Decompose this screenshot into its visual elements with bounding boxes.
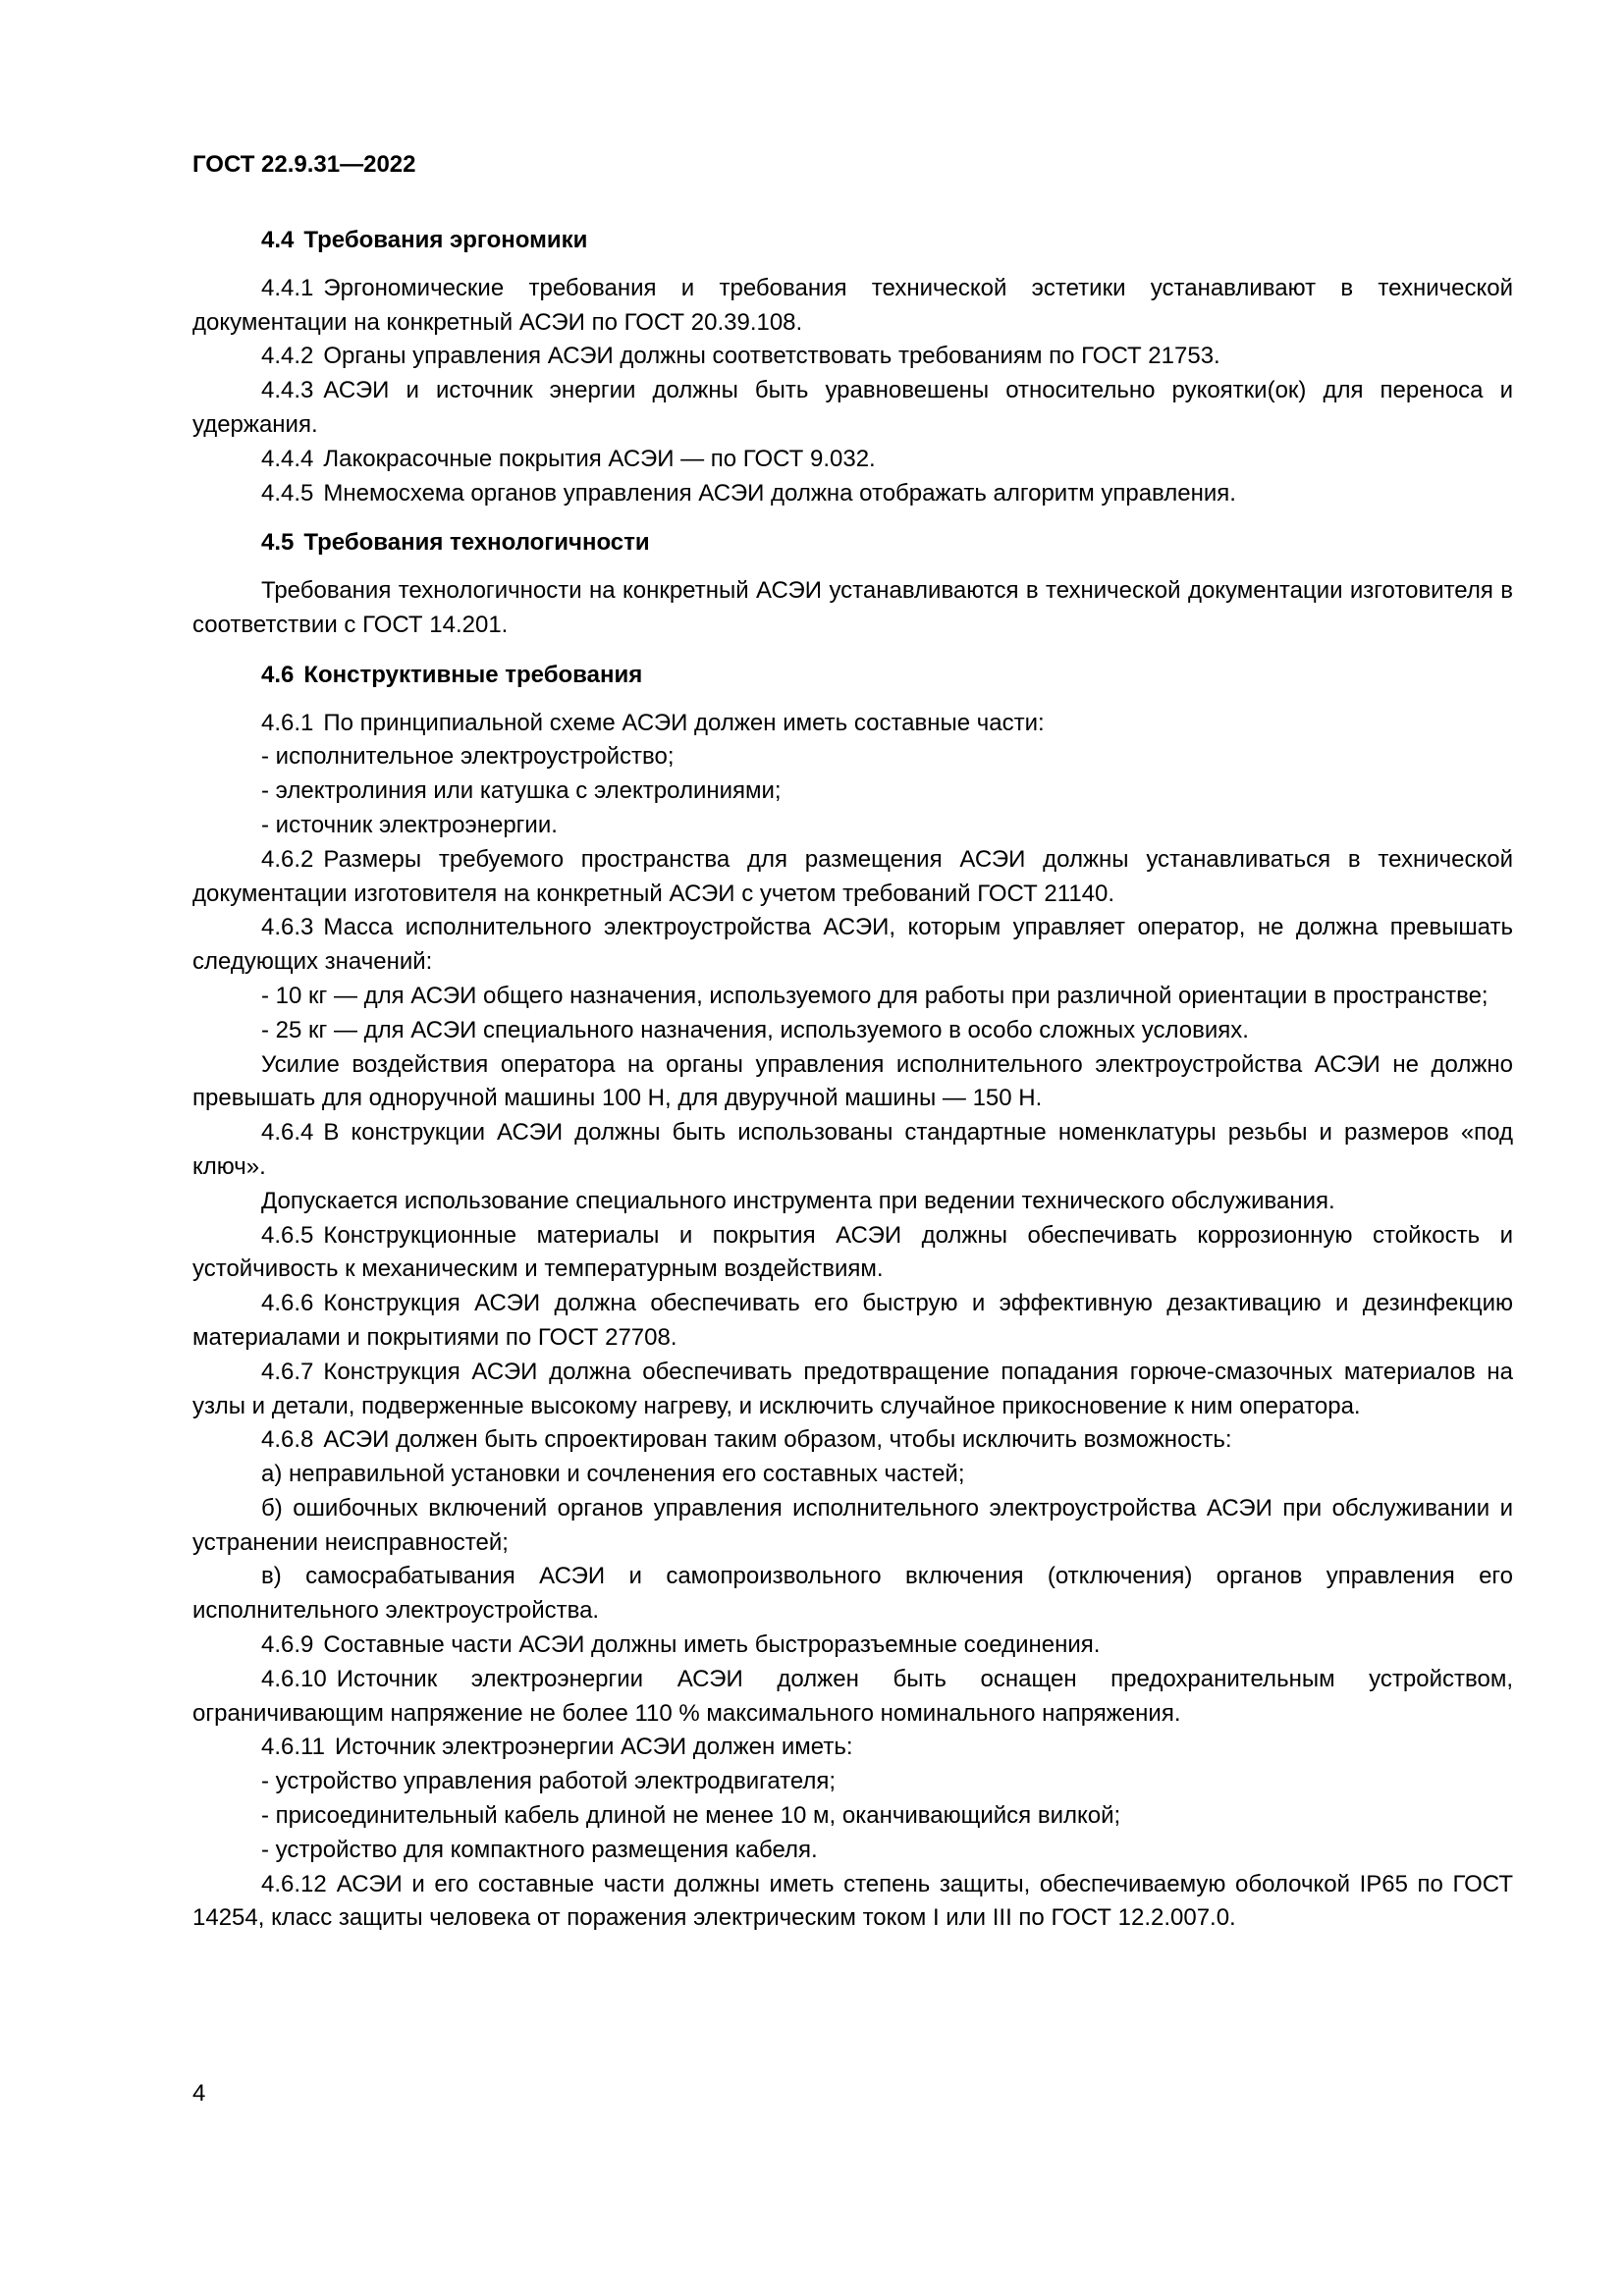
- list-item: - 25 кг — для АСЭИ специального назначения, используемого в особо сложных условиях.: [261, 1016, 1249, 1043]
- clause-4-4-1: [192, 272, 1513, 341]
- page-content: [192, 224, 1513, 1936]
- clause-number: 4.4.1: [261, 274, 314, 301]
- clause-number: 4.6.10: [261, 1665, 327, 1692]
- clause-number: 4.4.5: [261, 479, 314, 507]
- clause-4-6-6: [192, 1287, 1513, 1356]
- section-title: Требования эргономики: [303, 227, 588, 253]
- clause-text: Источник электроэнергии АСЭИ должен быть оснащен предохранительным устройством, ограничивающим напряжение не более 110 % максимального номинального напряжения.: [192, 1665, 1513, 1727]
- clause-4-6-9: [192, 1629, 1513, 1663]
- clause-number: 4.4.2: [261, 343, 314, 370]
- clause-number: 4.6.11: [261, 1734, 325, 1761]
- clause-text: Масса исполнительного электроустройства АСЭИ, которым управляет оператор, не должна превышать следующих значений:: [192, 914, 1513, 976]
- list-item: а) неправильной установки и сочленения его составных частей;: [261, 1461, 965, 1488]
- section-heading-4-6: [192, 659, 1513, 693]
- section-title: Требования технологичности: [303, 529, 650, 557]
- section-number: 4.6: [261, 661, 295, 688]
- clause-number: 4.6.3: [261, 914, 314, 941]
- list-item: - устройство управления работой электродвигателя;: [261, 1768, 837, 1795]
- clause-4-6-3: [192, 911, 1513, 980]
- list-item: - электролиния или катушка с электролиниями;: [261, 777, 782, 805]
- clause-4-6-7: [192, 1356, 1513, 1424]
- section-number: 4.5: [261, 529, 295, 557]
- clause-4-6-12: [192, 1868, 1513, 1937]
- clause-number: 4.6.4: [261, 1119, 314, 1147]
- clause-text: Источник электроэнергии АСЭИ должен иметь:: [334, 1734, 853, 1761]
- section-number: 4.4: [261, 227, 295, 253]
- clause-text: Мнемосхема органов управления АСЭИ должна отображать алгоритм управления.: [323, 479, 1236, 507]
- clause-text: Конструкция АСЭИ должна обеспечивать его быструю и эффективную дезактивацию и дезинфекцию материалами и покрытиями по ГОСТ 27708.: [192, 1290, 1513, 1351]
- section-4-5-text: Требования технологичности на конкретный АСЭИ устанавливаются в технической документации изготовителя в соответствии с ГОСТ 14.201.: [192, 577, 1513, 638]
- list-item: б) ошибочных включений органов управления исполнительного электроустройства АСЭИ при обслуживании и устранении неисправностей;: [192, 1494, 1513, 1556]
- clause-4-6-5: [192, 1219, 1513, 1288]
- clause-4-6-4-extra: Допускается использование специального инструмента при ведении технического обслуживания.: [261, 1187, 1335, 1214]
- clause-text: АСЭИ и его составные части должны иметь степень защиты, обеспечиваемую оболочкой IP65 по ГОСТ 14254, класс защиты человека от поражения электрическим током I или III по ГОСТ 12.2.007.0.: [192, 1870, 1513, 1932]
- clause-4-4-5: [192, 477, 1513, 511]
- list-item: - устройство для компактного размещения кабеля.: [261, 1836, 818, 1863]
- clause-text: Конструкция АСЭИ должна обеспечивать предотвращение попадания горюче-смазочных материалов на узлы и детали, подверженные высокому нагреву, и исключить случайное прикосновение к ним оператора.: [192, 1358, 1513, 1419]
- clause-4-4-3: [192, 374, 1513, 443]
- clause-number: 4.6.1: [261, 709, 314, 736]
- list-item: - источник электроэнергии.: [261, 811, 558, 838]
- list-item: - исполнительное электроустройство;: [261, 743, 675, 771]
- clause-text: Эргономические требования и требования технической эстетики устанавливают в технической документации на конкретный АСЭИ по ГОСТ 20.39.108.: [192, 274, 1513, 336]
- section-heading-4-4: [192, 224, 1513, 258]
- section-title: Конструктивные требования: [303, 661, 643, 688]
- clause-4-4-2: [192, 340, 1513, 374]
- clause-text: Органы управления АСЭИ должны соответствовать требованиям по ГОСТ 21753.: [323, 343, 1220, 370]
- list-item: в) самосрабатывания АСЭИ и самопроизвольного включения (отключения) органов управления его исполнительного электроустройства.: [192, 1563, 1513, 1625]
- clause-4-6-2: [192, 843, 1513, 912]
- clause-text: В конструкции АСЭИ должны быть использованы стандартные номенклатуры резьбы и размеров «под ключ».: [192, 1119, 1513, 1180]
- clause-text: Конструкционные материалы и покрытия АСЭИ должны обеспечивать коррозионную стойкость и устойчивость к механическим и температурным воздействиям.: [192, 1221, 1513, 1283]
- clause-text: АСЭИ и источник энергии должны быть уравновешены относительно рукоятки(ок) для переноса и удержания.: [192, 377, 1513, 438]
- clause-number: 4.6.5: [261, 1221, 314, 1249]
- clause-text: АСЭИ должен быть спроектирован таким образом, чтобы исключить возможность:: [323, 1426, 1232, 1454]
- clause-number: 4.6.9: [261, 1631, 314, 1659]
- clause-4-6-11: [192, 1731, 1513, 1765]
- clause-4-4-4: [192, 443, 1513, 477]
- standard-header: ГОСТ 22.9.31—2022: [192, 151, 416, 178]
- clause-number: 4.4.4: [261, 445, 314, 472]
- clause-4-6-1: [192, 707, 1513, 741]
- clause-number: 4.6.8: [261, 1426, 314, 1454]
- clause-number: 4.6.2: [261, 845, 314, 873]
- clause-text: Лакокрасочные покрытия АСЭИ — по ГОСТ 9.032.: [323, 445, 876, 472]
- clause-number: 4.6.6: [261, 1290, 314, 1317]
- clause-text: По принципиальной схеме АСЭИ должен иметь составные части:: [323, 709, 1045, 736]
- list-item: - присоединительный кабель длиной не менее 10 м, оканчивающийся вилкой;: [261, 1802, 1121, 1830]
- clause-number: 4.6.7: [261, 1358, 314, 1385]
- clause-number: 4.6.12: [261, 1870, 327, 1897]
- clause-4-6-4: [192, 1116, 1513, 1185]
- page-number: 4: [192, 2080, 206, 2107]
- clause-4-6-10: [192, 1663, 1513, 1732]
- clause-4-6-3-extra: Усилие воздействия оператора на органы управления исполнительного электроустройства АСЭИ не должно превышать для одноручной машины 100 Н, для двуручной машины — 150 Н.: [192, 1050, 1513, 1112]
- clause-text: Составные части АСЭИ должны иметь быстроразъемные соединения.: [323, 1631, 1101, 1659]
- clause-text: Размеры требуемого пространства для размещения АСЭИ должны устанавливаться в технической документации изготовителя на конкретный АСЭИ с учетом требований ГОСТ 21140.: [192, 845, 1513, 907]
- clause-number: 4.4.3: [261, 377, 314, 404]
- list-item: - 10 кг — для АСЭИ общего назначения, используемого для работы при различной ориентации в пространстве;: [261, 982, 1489, 1009]
- section-heading-4-5: [192, 526, 1513, 561]
- clause-4-6-8: [192, 1423, 1513, 1458]
